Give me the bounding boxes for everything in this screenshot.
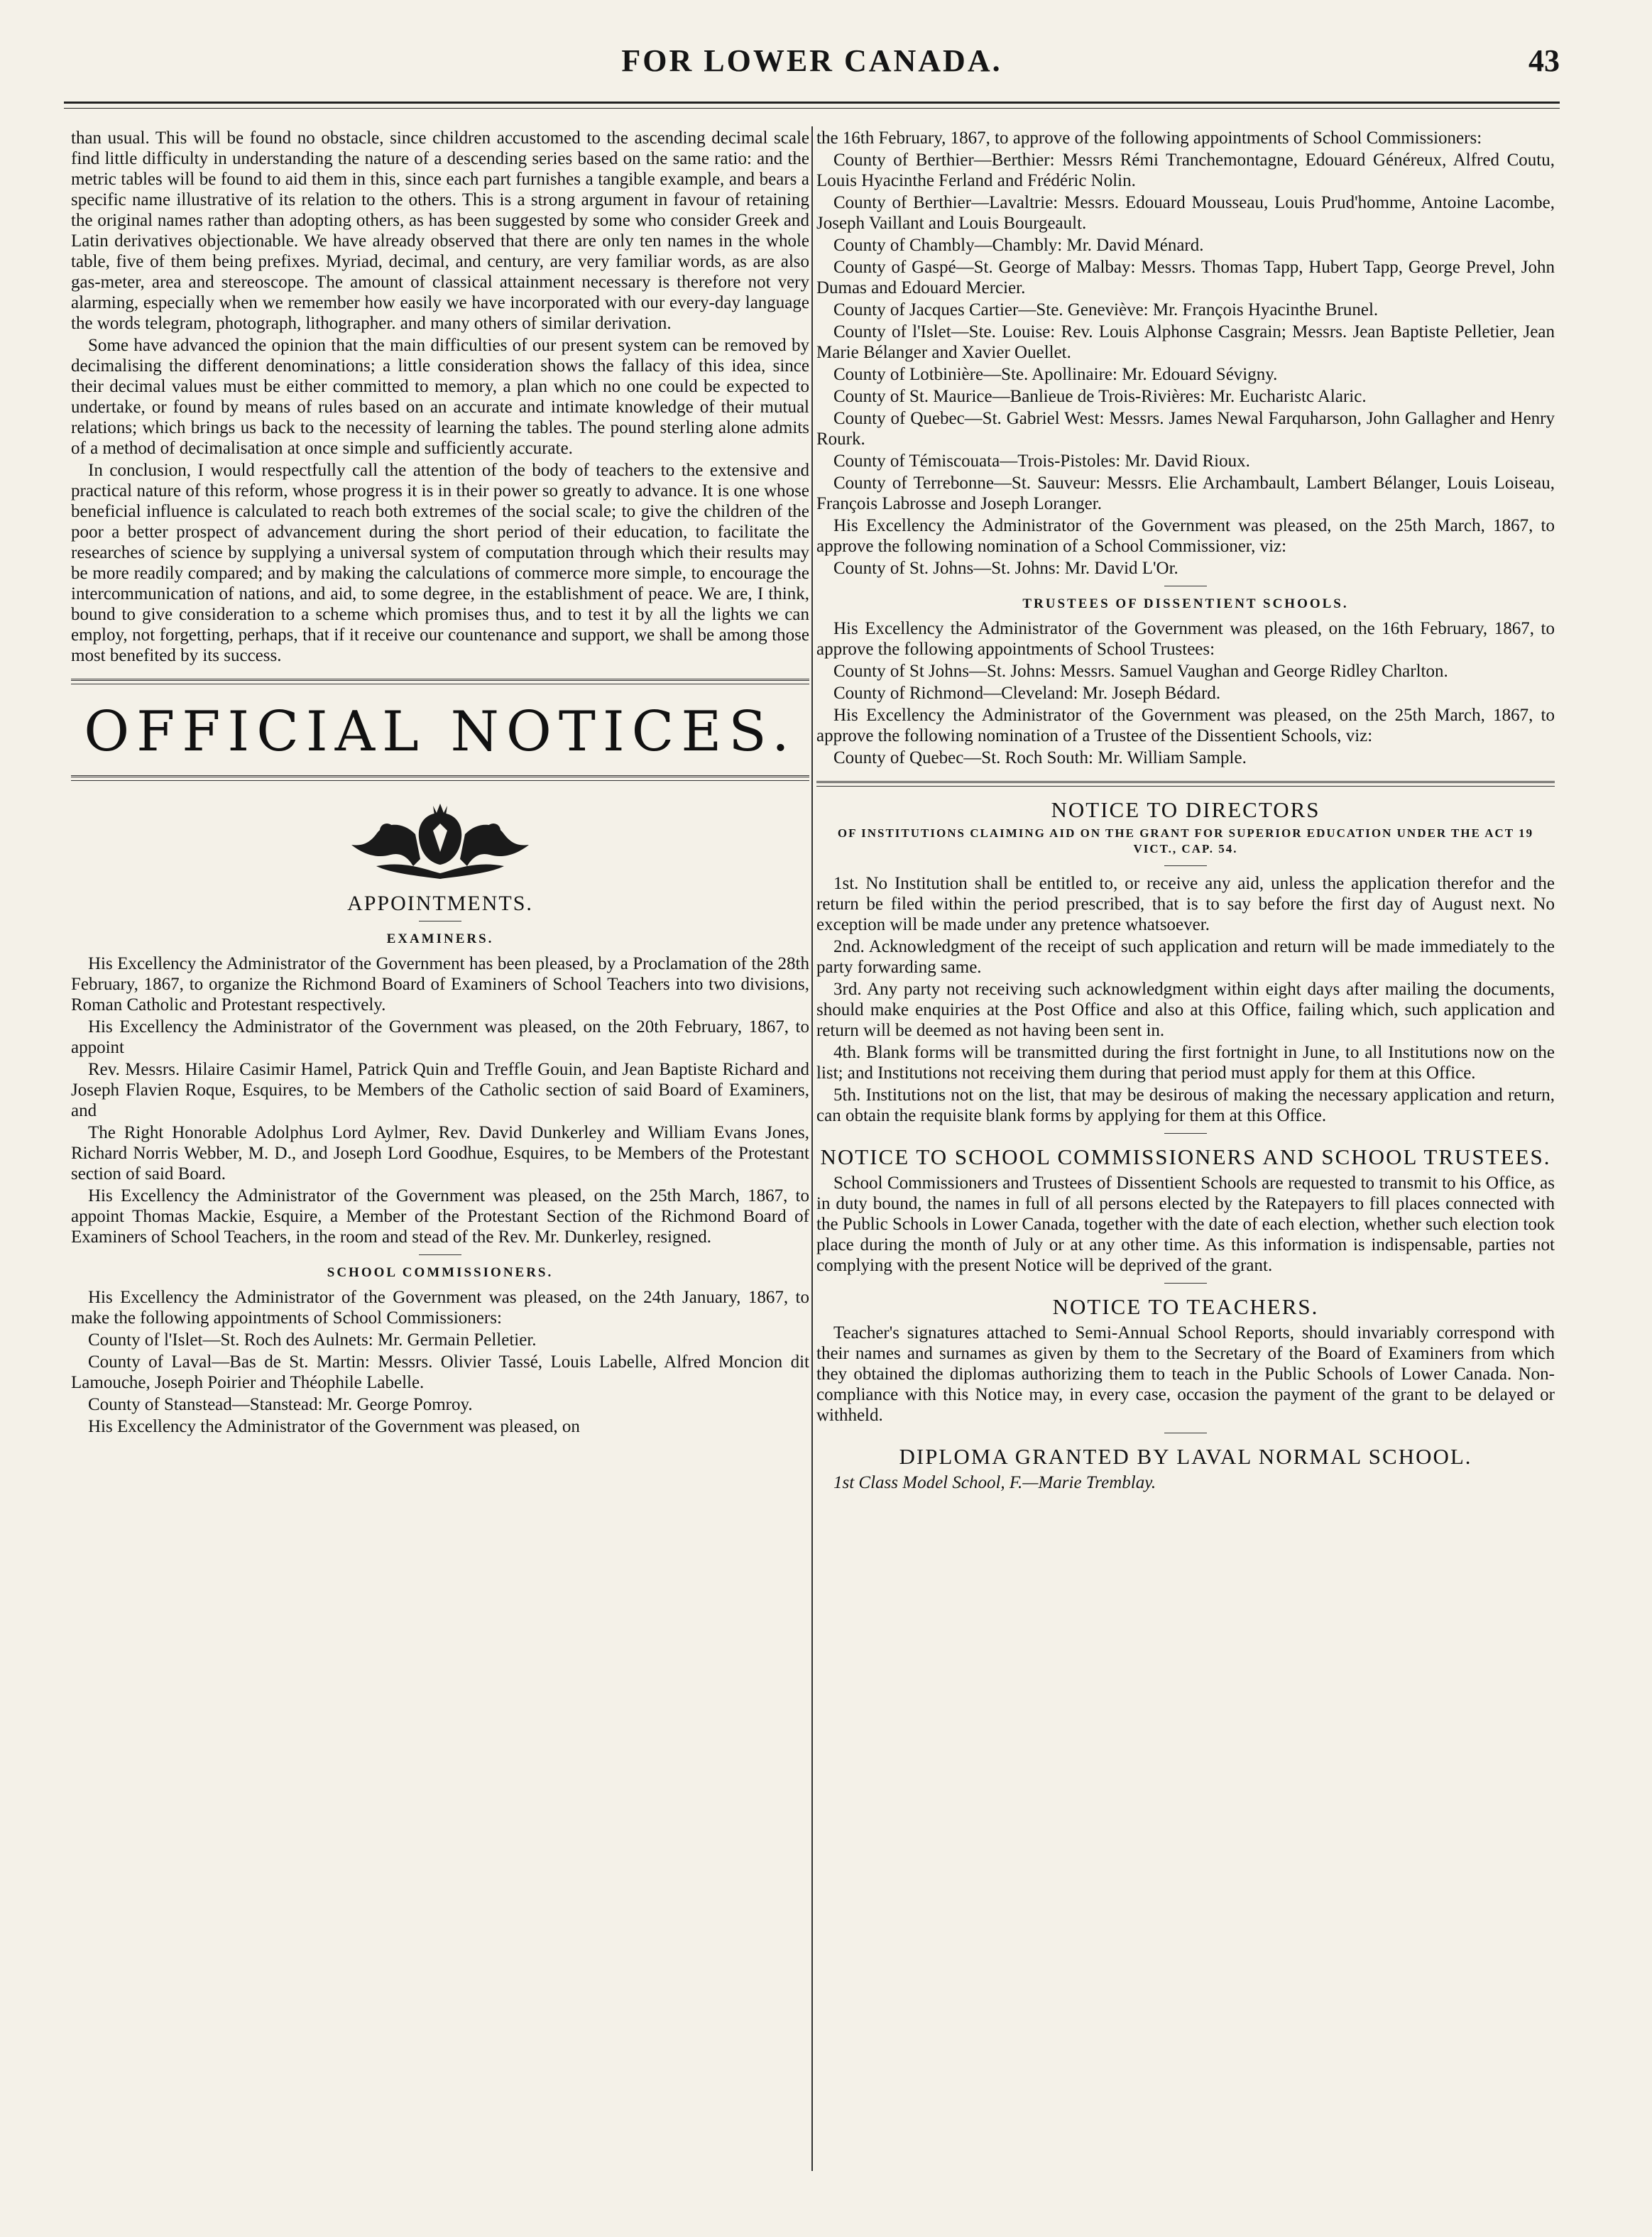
running-head <box>64 43 1560 99</box>
essay-paragraph: In conclusion, I would respectfully call the attention of the body of teachers to the extensive and practical nature of this reform, whose progress it is in their power so greatly to advance. It is one whose beneficial influence is calculated to reach both extremes of the social scale; to give the children of the poor a better prospect of advancement during the short period of their education, to facilitate the researches of science by supplying a universal system of computation through which their results may be more readily compared; and by making the calculations of commerce more simple, to encourage the intercommunication of nations, and aid, to some degree, in the establishment of peace. We are, I think, bound to give consideration to a scheme which promises thus, and to test it by all the lights we can employ, not forgetting, perhaps, that if it receive our countenance and support, we shall be among those most benefited by its success. <box>71 461 809 665</box>
right-column <box>816 128 1555 1494</box>
diploma-heading: DIPLOMA GRANTED BY LAVAL NORMAL SCHOOL. <box>899 1444 1472 1469</box>
appointment-entry: County of Richmond—Cleveland: Mr. Joseph Bédard. <box>833 684 1221 703</box>
appointment-entry: County of Jacques Cartier—Ste. Geneviève: Mr. François Hyacinthe Brunel. <box>833 300 1379 319</box>
appointment-entry: County of St Johns—St. Johns: Messrs. Samuel Vaughan and George Ridley Charlton. <box>833 662 1448 681</box>
notice-paragraph: His Excellency the Administrator of the Government was pleased, on the 25th March, 1867, to approve the following nomination of a Trustee of the Dissentient Schools, viz: <box>816 706 1555 745</box>
notice-to-directors-heading: NOTICE TO DIRECTORS <box>1051 797 1320 822</box>
notice-paragraph: His Excellency the Administrator of the Government was pleased, on the 16th February, 1867, to approve the following appointments of School Trustees: <box>816 619 1555 659</box>
appointment-entry: County of Quebec—St. Roch South: Mr. William Sample. <box>833 748 1247 767</box>
appointment-entry: County of Berthier—Berthier: Messrs Rémi Tranchemontagne, Edouard Généreux, Alfred Coutu, Louis Hyacinthe Ferland and Frédéric Nolin. <box>816 151 1555 190</box>
notice-paragraph: County of Stanstead—Stanstead: Mr. George Pomroy. <box>88 1395 473 1414</box>
notice-item: 5th. Institutions not on the list, that may be desirous of making the necessary application and return, can obtain the requisite blank forms by applying for them at this Office. <box>816 1085 1555 1125</box>
divider <box>1164 1283 1207 1284</box>
examiners-heading: EXAMINERS. <box>386 931 494 946</box>
column-divider <box>811 126 813 2171</box>
page-number: 43 <box>1528 43 1560 78</box>
notice-paragraph: Teacher's signatures attached to Semi-Annual School Reports, should invariably correspond with their names and surnames as given by them to the Secretary of the Board of Examiners from which they obtained the diplomas authorizing them to teach in the Public Schools of Lower Canada. Non-compliance with this Notice may, in every case, occasion the payment of the grant to be delayed or withheld. <box>816 1323 1555 1425</box>
notice-paragraph: His Excellency the Administrator of the Government was pleased, on the 20th February, 1867, to appoint <box>71 1017 809 1057</box>
header-rule <box>64 102 1560 104</box>
notice-paragraph: His Excellency the Administrator of the Government was pleased, on the 25th March, 1867, to appoint Thomas Mackie, Esquire, a Member of the Protestant Section of the Richmond Board of Examiners of School Teachers, in the room and stead of the Rev. Mr. Dunkerley, resigned. <box>71 1186 809 1247</box>
notice-to-teachers-heading: NOTICE TO TEACHERS. <box>1052 1294 1319 1319</box>
school-commissioners-heading: SCHOOL COMMISSIONERS. <box>327 1265 554 1280</box>
appointment-entry: County of Chambly—Chambly: Mr. David Ménard. <box>833 236 1204 255</box>
notice-paragraph: the 16th February, 1867, to approve of the following appointments of School Commissioners: <box>816 128 1482 148</box>
divider <box>1164 865 1207 866</box>
notice-to-directors-subheading: OF INSTITUTIONS CLAIMING AID ON THE GRANT FOR SUPERIOR EDUCATION UNDER THE ACT 19 VICT., CAP. 54. <box>837 826 1534 855</box>
left-column <box>71 128 809 1438</box>
essay-paragraph: Some have advanced the opinion that the main difficulties of our present system can be removed by decimalising the different denominations; a little consideration shows the fallacy of this idea, since their decimal values must be either committed to memory, a plan which no one could be expected to undertake, or found by means of rules based on an accurate and intimate knowledge of their mutual relations; which brings us back to the necessity of learning the tables. The pound sterling alone admits of a method of decimalisation at once simple and sufficiently accurate. <box>71 336 809 458</box>
notice-paragraph: His Excellency the Administrator of the Government was pleased, on the 24th January, 1867, to make the following appointments of School Commissioners: <box>71 1288 809 1328</box>
royal-arms-ornament-icon <box>334 802 547 880</box>
appointment-entry: County of Témiscouata—Trois-Pistoles: Mr. David Rioux. <box>833 452 1250 471</box>
header-rule-thin <box>64 108 1560 109</box>
notice-paragraph: His Excellency the Administrator of the Government has been pleased, by a Proclamation of the 28th February, 1867, to organize the Richmond Board of Examiners of School Teachers into two divisions, Roman Catholic and Protestant respectively. <box>71 954 809 1014</box>
diploma-entry: 1st Class Model School, F.—Marie Tremblay. <box>833 1473 1156 1492</box>
trustees-heading: TRUSTEES OF DISSENTIENT SCHOOLS. <box>1022 596 1349 611</box>
essay-paragraph: than usual. This will be found no obstacle, since children accustomed to the ascending decimal scale find little difficulty in understanding the nature of a descending series based on the same ratio: and the metric tables will be found to aid them in this, since each part furnishes a tangible example, and bears a specific name illustrative of its relation to the others. This is a strong argument in favour of retaining the original names rather than adopting others, as has been suggested by some who consider Greek and Latin derivatives objectionable. We have already observed that there are only ten names in the whole table, five of them being prefixes. Myriad, decimal, and century, are very familiar words, as are also gas-meter, area and stereoscope. The amount of classical attainment necessary is therefore not very alarming, especially when we remember how easily we have incorporated with our every-day language the words telegram, photograph, lithographer. and many others of similar derivation. <box>71 128 809 333</box>
appointment-entry: County of Berthier—Lavaltrie: Messrs. Edouard Mousseau, Louis Prud'homme, Antoine Lacombe, Joseph Vaillant and Louis Bourgeault. <box>816 193 1555 233</box>
notice-paragraph: His Excellency the Administrator of the Government was pleased, on the 25th March, 1867, to approve the following nomination of a School Commissioner, viz: <box>816 516 1555 556</box>
appointment-entry: County of St. Maurice—Banlieue de Trois-Rivières: Mr. Eucharistc Alaric. <box>833 387 1367 406</box>
appointment-entry: County of Quebec—St. Gabriel West: Messrs. James Newal Farquharson, John Gallagher and Henry Rourk. <box>816 409 1555 449</box>
notice-item: 3rd. Any party not receiving such acknowledgment within eight days after mailing the documents, should make enquiries at the Post Office and also at this Office, failing which, such application and return will be deemed as not having been sent in. <box>816 980 1555 1040</box>
notice-item: 1st. No Institution shall be entitled to, or receive any aid, unless the application therefor and the return be filed within the period prescribed, that is to say before the first day of August next. No exception will be made under any pretence whatsoever. <box>816 874 1555 934</box>
running-title: FOR LOWER CANADA. <box>621 43 1002 78</box>
appointments-heading: APPOINTMENTS. <box>347 892 533 915</box>
notice-paragraph: County of Laval—Bas de St. Martin: Messrs. Olivier Tassé, Louis Labelle, Alfred Moncion dit Lamouche, Joseph Poirier and Théophile Labelle. <box>71 1352 809 1392</box>
divider <box>1164 1133 1207 1134</box>
appointment-entry: County of Gaspé—St. George of Malbay: Messrs. Thomas Tapp, Hubert Tapp, George Prevel, John Dumas and Edouard Mercier. <box>816 258 1555 297</box>
notice-paragraph: His Excellency the Administrator of the Government was pleased, on <box>88 1417 580 1436</box>
notice-paragraph: School Commissioners and Trustees of Dissentient Schools are requested to transmit to his Office, as in duty bound, the names in full of all persons elected by the Ratepayers to fill places connected with the Public Schools in Lower Canada, together with the date of each election, whether such election took place during the month of July or at any other time. As this information is indispensable, parties not complying with the present Notice will be deprived of the grant. <box>816 1174 1555 1275</box>
section-rule <box>816 781 1555 787</box>
notice-to-commissioners-trustees-heading: NOTICE TO SCHOOL COMMISSIONERS AND SCHOOL TRUSTEES. <box>820 1144 1551 1169</box>
section-rule <box>71 775 809 781</box>
appointment-entry: County of Terrebonne—St. Sauveur: Messrs. Elie Archambault, Lambert Bélanger, Louis Loiseau, François Labrosse and Joseph Loranger. <box>816 474 1555 513</box>
section-rule <box>71 679 809 684</box>
appointment-entry: County of Lotbinière—Ste. Apollinaire: Mr. Edouard Sévigny. <box>833 365 1278 384</box>
notice-paragraph: Rev. Messrs. Hilaire Casimir Hamel, Patrick Quin and Treffle Gouin, and Jean Baptiste Richard and Joseph Flavien Roque, Esquires, to be Members of the Catholic section of said Board of Examiners, and <box>71 1060 809 1120</box>
notice-paragraph: County of l'Islet—St. Roch des Aulnets: Mr. Germain Pelletier. <box>88 1330 537 1350</box>
notice-item: 2nd. Acknowledgment of the receipt of such application and return will be made immediately to the party forwarding same. <box>816 937 1555 977</box>
appointment-entry: County of l'Islet—Ste. Louise: Rev. Louis Alphonse Casgrain; Messrs. Jean Baptiste Pelletier, Jean Marie Bélanger and Xavier Ouellet. <box>816 322 1555 362</box>
notice-paragraph: The Right Honorable Adolphus Lord Aylmer, Rev. David Dunkerley and William Evans Jones, Richard Norris Webber, M. D., and Joseph Lord Goodhue, Esquires, to be Members of the Protestant section of said Board. <box>71 1123 809 1183</box>
official-notices-masthead: OFFICIAL NOTICES. <box>84 700 797 764</box>
appointment-entry: County of St. Johns—St. Johns: Mr. David L'Or. <box>833 559 1178 578</box>
notice-item: 4th. Blank forms will be transmitted during the first fortnight in June, to all Institutions now on the list; and Institutions not receiving them during that period must apply for them at this Office. <box>816 1043 1555 1083</box>
divider <box>419 1254 461 1255</box>
